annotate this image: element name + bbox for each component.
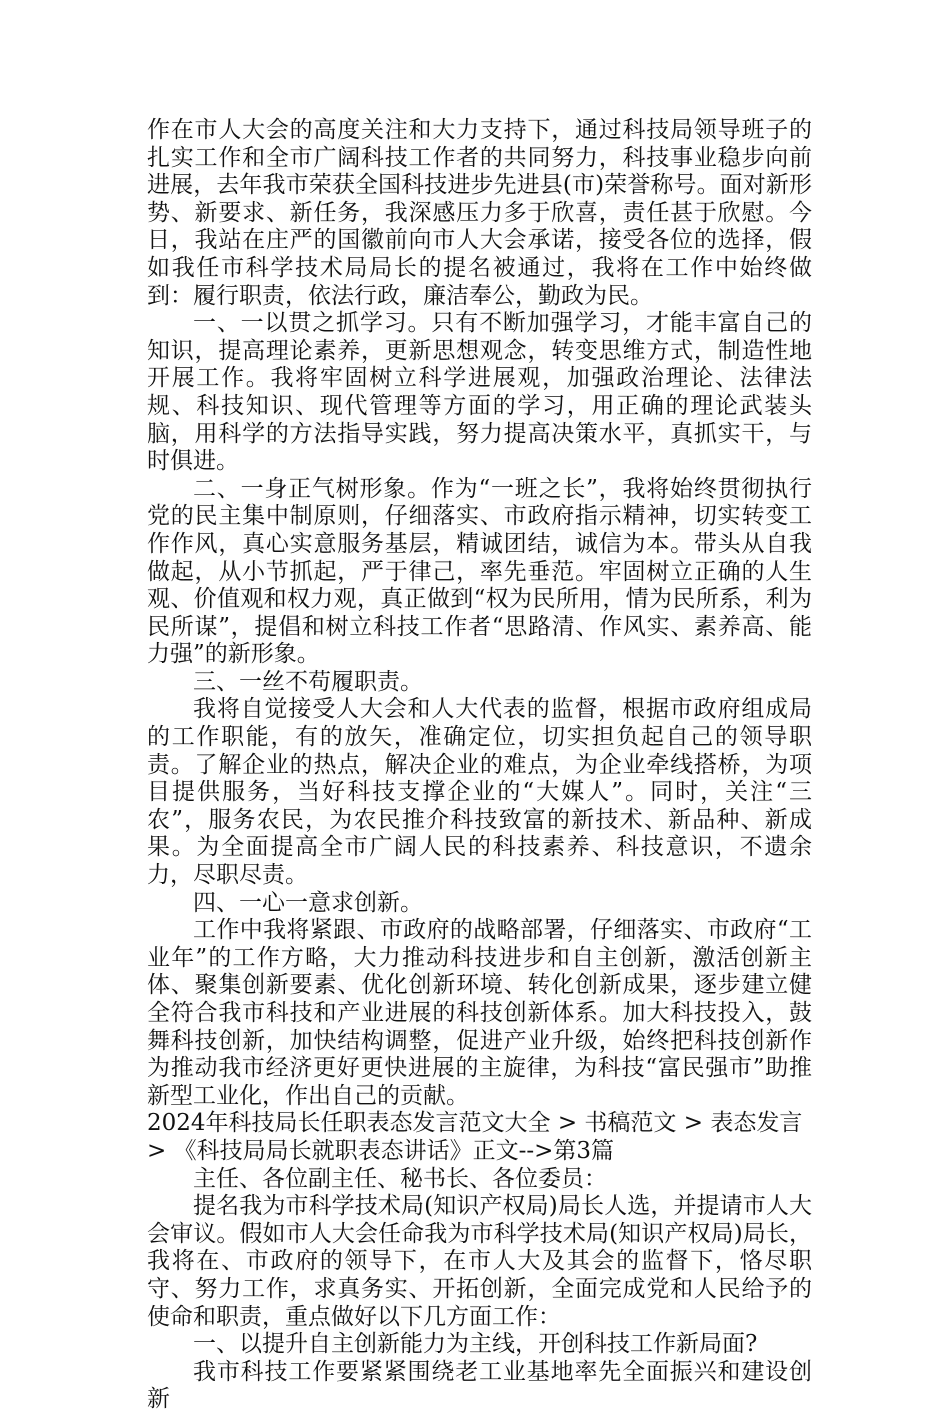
paragraph-duties: 我将自觉接受人大会和人大代表的监督，根据市政府组成局的工作职能，有的放矢，准确定位，切实担负起自己的领导职责。了解企业的热点，解决企业的难点，为企业牵线搭桥，为项目提供服务，当好科技支撑企业的“大媒人”。同时，关注“三农”，服务农民，为农民推介科技致富的新技术、新品种、新成果。为全面提高全市广阔人民的科技素养、科技意识，不遗余力，尽职尽责。 — [147, 696, 812, 889]
heading-innovation-ability: 一、以提升自主创新能力为主线，开创科技工作新局面? — [193, 1331, 758, 1358]
salutation: 主任、各位副主任、秘书长、各位委员： — [193, 1165, 607, 1192]
heading-innovation: 四、一心一意求创新。 — [193, 889, 423, 916]
heading-duties: 三、一丝不苟履职责。 — [193, 668, 423, 695]
paragraph-1: 作在市人大会的高度关注和大力支持下，通过科技局领导班子的扎实工作和全市广阔科技工作者的共同努力，科技事业稳步向前进展，去年我市荣获全国科技进步先进县(市)荣誉称号。面对新形势、新要求、新任务，我深感压力多于欣喜，责任甚于欣慰。今日，我站在庄严的国徽前向市人大会承诺，接受各位的选择，假如我任市科学技术局局长的提名被通过，我将在工作中始终做到：履行职责，依法行政，廉洁奉公，勤政为民。 — [147, 117, 812, 309]
document-body — [147, 117, 812, 1414]
paragraph-study: 一、一以贯之抓学习。只有不断加强学习，才能丰富自己的知识，提高理论素养，更新思想观念，转变思维方式，制造性地开展工作。我将牢固树立科学进展观，加强政治理论、法律法规、科技知识、现代管理等方面的学习，用正确的理论武装头脑，用科学的方法指导实践，努力提高决策水平，真抓实干，与时俱进。 — [147, 310, 812, 475]
paragraph-final: 我市科技工作要紧紧围绕老工业基地率先全面振兴和建设创新 — [147, 1358, 812, 1413]
paragraph-innovation: 工作中我将紧跟、市政府的战略部署，仔细落实、市政府“工业年”的工作方略，大力推动科技进步和自主创新，激活创新主体、聚集创新要素、优化创新环境、转化创新成果，逐步建立健全符合我市科技和产业进展的科技创新体系。加大科技投入，鼓舞科技创新，加快结构调整，促进产业升级，始终把科技创新作为推动我市经济更好更快进展的主旋律，为科技“富民强市”助推新型工业化，作出自己的贡献。 — [147, 917, 812, 1109]
paragraph-image: 二、一身正气树形象。作为“一班之长”，我将始终贯彻执行党的民主集中制原则，仔细落实、市政府指示精神，切实转变工作作风，真心实意服务基层，精诚团结，诚信为本。带头从自我做起，从小节抓起，严于律己，率先垂范。牢固树立正确的人生观、价值观和权力观，真正做到“权为民所用，情为民所系，利为民所谋”，提倡和树立科技工作者“思路清、作风实、素养高、能力强”的新形象。 — [147, 475, 812, 668]
breadcrumb: 2024年科技局长任职表态发言范文大全 > 书稿范文 > 表态发言 > 《科技局局长就职表态讲话》正文-->第3篇 — [147, 1110, 803, 1164]
paragraph-nomination: 提名我为市科学技术局(知识产权局)局长人选，并提请市人大会审议。假如市人大会任命我为市科学技术局(知识产权局)局长，我将在、市政府的领导下，在市人大及其会的监督下，恪尽职守、努力工作，求真务实、开拓创新，全面完成党和人民给予的使命和职责，重点做好以下几方面工作： — [147, 1193, 812, 1330]
